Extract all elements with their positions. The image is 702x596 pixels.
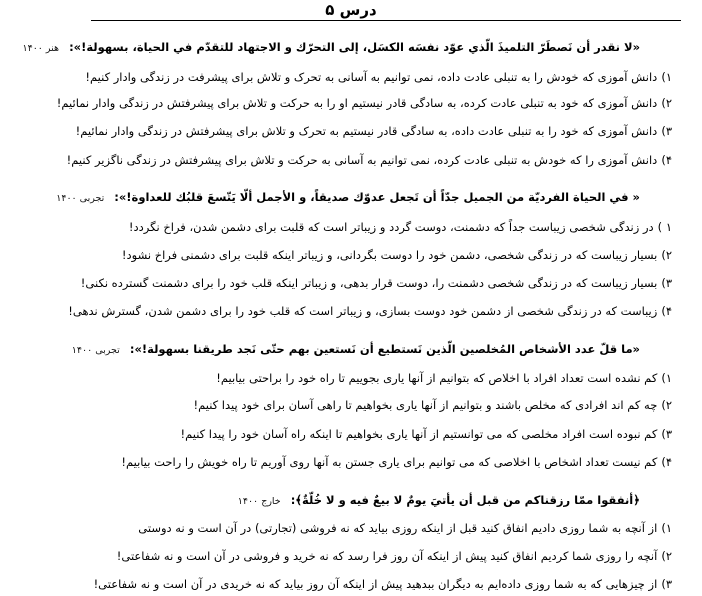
option-2 xyxy=(0,245,672,265)
stem-text: ﴿أنفقوا ممّا رزقناكم من قبل أن يأتيَ يومٌ لا بيعٌ فيه و لا خُلّةٌ﴾: xyxy=(290,493,640,507)
option-number: ۴) xyxy=(661,153,672,167)
option-number: ۱ ) xyxy=(657,220,672,234)
option-2 xyxy=(0,395,672,415)
option-text: دانش آموزی را که خودش به تنبلی عادت کرده، نمی توانیم به آسانی به حرکت و تلاش برای پیشرفتش در زندگی ناگزیر کنیم! xyxy=(66,153,658,167)
source-tag: تجربی ۱۴۰۰ xyxy=(71,345,120,356)
option-text: چه کم اند افرادی که مخلص باشند و بتوانیم از آنها یاری بخواهیم تا راهی آسان برای خود پیدا کنیم! xyxy=(193,398,658,412)
option-number: ۲) xyxy=(661,549,672,563)
source-tag: هنر ۱۴۰۰ xyxy=(22,43,60,54)
option-text: بسیار زیباست که در زندگی شخصی دشمنت را، دوست قرار بدهی، و زیباتر اینکه قلب خود را برای دشمنت گسترده نکنی! xyxy=(80,276,658,290)
option-number: ۱) xyxy=(661,70,672,84)
option-text: دانش آموزی که خودش را به تنبلی عادت داده، نمی توانیم به آسانی به تحرک و تلاش برای پیشرفت در زندگی وادار کنیم! xyxy=(85,70,658,84)
option-text: آنچه را روزی شما کردیم انفاق کنید پیش از اینکه آن روز فرا رسد که نه خرید و فروشی در آن است و نه شفاعتی! xyxy=(116,549,658,563)
option-1 xyxy=(0,217,672,237)
question-stem xyxy=(0,37,640,59)
question-stem xyxy=(0,187,640,209)
question-stem xyxy=(0,490,640,512)
option-number: ۲) xyxy=(661,398,672,412)
option-number: ۳) xyxy=(661,427,672,441)
option-number: ۴) xyxy=(661,455,672,469)
option-text: از آنچه به شما روزی دادیم انفاق کنید قبل از اینکه روزی بیاید که نه فروشی (تجارتی) در آن است و نه دوستی xyxy=(138,521,658,535)
stem-text: « في الحياة الفرديّة من الجميل جدّاً أن تَجعل عدوّك صديقاً، و الأجمل ألّا يَتّسعَ قلبُك للعداوة!»: xyxy=(114,190,640,204)
option-3 xyxy=(0,574,672,594)
option-4 xyxy=(0,150,672,170)
title-divider xyxy=(91,20,681,21)
option-3 xyxy=(0,121,672,141)
option-1 xyxy=(0,518,672,538)
option-text: کم نبوده است افراد مخلصی که می توانستیم از آنها یاری بخواهیم تا اینکه راه آسان خود را پیدا کنیم! xyxy=(180,427,658,441)
option-1 xyxy=(0,368,672,388)
option-number: ۲) xyxy=(661,96,672,110)
source-tag: تجربی ۱۴۰۰ xyxy=(56,193,105,204)
option-2 xyxy=(0,93,672,113)
option-3 xyxy=(0,273,672,293)
question-stem xyxy=(0,339,640,361)
option-4 xyxy=(0,301,672,321)
stem-text: «لا نقدر أن نَصطَرّ التلميذَ الّذي عوّد نفسَه الكسَل، إلى التحرّك و الاجتهاد للتقدّم في الحياة، بسهولة!»: xyxy=(69,40,640,54)
option-text: کم نشده است تعداد افراد با اخلاص که بتوانیم از آنها یاری بجوییم تا راه خود را براحتی بیابیم! xyxy=(216,371,658,385)
option-3 xyxy=(0,424,672,444)
option-text: دانش آموزی که خود به تنبلی عادت کرده، به سادگی قادر نیستیم او را به حرکت و تلاش برای پیشرفتش در زندگی وادار نمائیم! xyxy=(56,96,658,110)
option-text: از چیزهایی که به شما روزی داده‌ایم به دیگران ببدهید پیش از اینکه آن روز بیاید که نه خریدی در آن است و نه شفاعتی! xyxy=(93,577,658,591)
option-number: ۴) xyxy=(661,304,672,318)
option-2 xyxy=(0,546,672,566)
option-text: دانش آموزی که خود را به تنبلی عادت داده، به سادگی قادر نیستیم به تحرک و تلاش برای پیشرفتش در زندگی وادار نمائیم! xyxy=(75,124,658,138)
option-text: در زندگی شخصی زیباست جداً که دشمنت، دوست گردد و زیباتر است که قلبت برای دشمن شدن، فراخ نگردد! xyxy=(128,220,654,234)
option-number: ۲) xyxy=(661,248,672,262)
option-number: ۱) xyxy=(661,521,672,535)
option-number: ۳) xyxy=(661,276,672,290)
option-number: ۳) xyxy=(661,124,672,138)
option-number: ۱) xyxy=(661,371,672,385)
stem-text: «ما قلّ عدد الأشخاص المُخلصين الّذين نَستطيع أن نَستعين بهم حتّى نَجد طريقنا بسهولة!»: xyxy=(129,342,640,356)
option-1 xyxy=(0,67,672,87)
source-tag: خارج ۱۴۰۰ xyxy=(237,496,281,507)
option-text: زیباست که در زندگی شخصی از دشمن خود دوست بسازی، و زیباتر است که قلب خود را برای دشمن شدن، گسترش ندهی! xyxy=(68,304,658,318)
option-text: بسیار زیباست که در زندگی شخصی، دشمن خود را دوست بگردانی، و زیباتر اینکه قلبت برای دشمنی فراخ نشود! xyxy=(121,248,658,262)
option-4 xyxy=(0,452,672,472)
lesson-title: درس ۵ xyxy=(325,1,377,19)
option-number: ۳) xyxy=(661,577,672,591)
option-text: کم نیست تعداد اشخاص با اخلاصی که می توانیم برای یاری جستن به آنها روی آوریم تا راه خویش را راحت بیابیم! xyxy=(121,455,658,469)
